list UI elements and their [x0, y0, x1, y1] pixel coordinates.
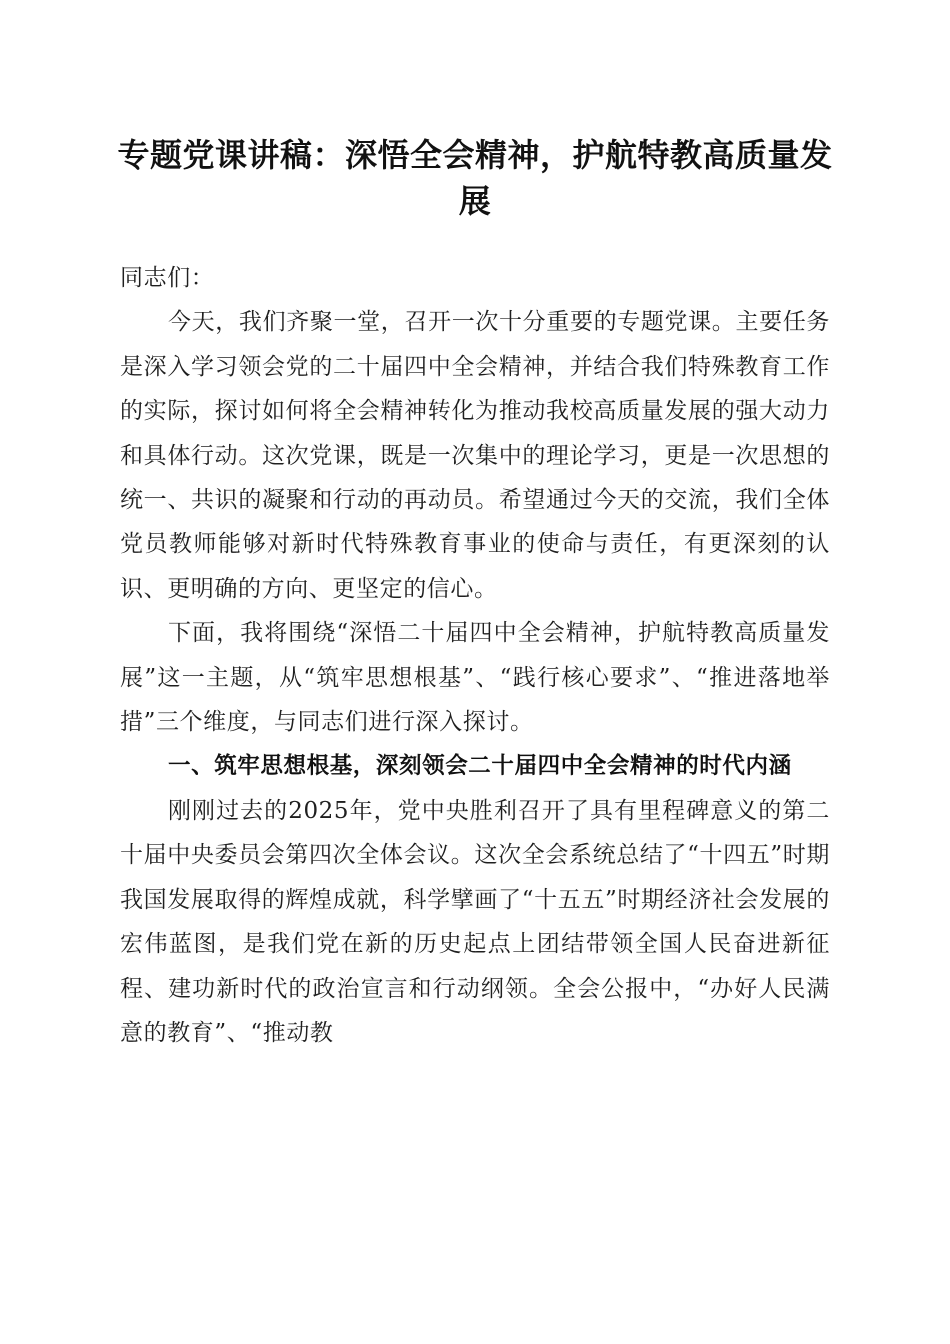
paragraph-section-1: 刚刚过去的2025年，党中央胜利召开了具有里程碑意义的第二十届中央委员会第四次全体会议。这次全会系统总结了“十四五”时期我国发展取得的辉煌成就，科学擘画了“十五五”时期经济社会发展的宏伟蓝图，是我们党在新的历史起点上团结带领全国人民奋进新征程、建功新时代的政治宣言和行动纲领。全会公报中，“办好人民满意的教育”、“推动教	[120, 797, 830, 1046]
document-title: 专题党课讲稿：深悟全会精神，护航特教高质量发展	[117, 136, 833, 220]
paragraph-intro: 今天，我们齐聚一堂，召开一次十分重要的专题党课。主要任务是深入学习领会党的二十届四中全会精神，并结合我们特殊教育工作的实际，探讨如何将全会精神转化为推动我校高质量发展的强大动力和具体行动。这次党课，既是一次集中的理论学习，更是一次思想的统一、共识的凝聚和行动的再动员。希望通过今天的交流，我们全体党员教师能够对新时代特殊教育事业的使命与责任，有更深刻的认识、更明确的方向、更坚定的信心。	[120, 309, 830, 602]
section-heading-1: 一、筑牢思想根基，深刻领会二十届四中全会精神的时代内涵	[168, 753, 792, 780]
paragraph-outline: 下面，我将围绕“深悟二十届四中全会精神，护航特教高质量发展”这一主题，从“筑牢思想根基”、“践行核心要求”、“推进落地举措”三个维度，与同志们进行深入探讨。	[120, 620, 830, 736]
document-body	[120, 256, 830, 1055]
salutation: 同志们：	[120, 265, 215, 291]
